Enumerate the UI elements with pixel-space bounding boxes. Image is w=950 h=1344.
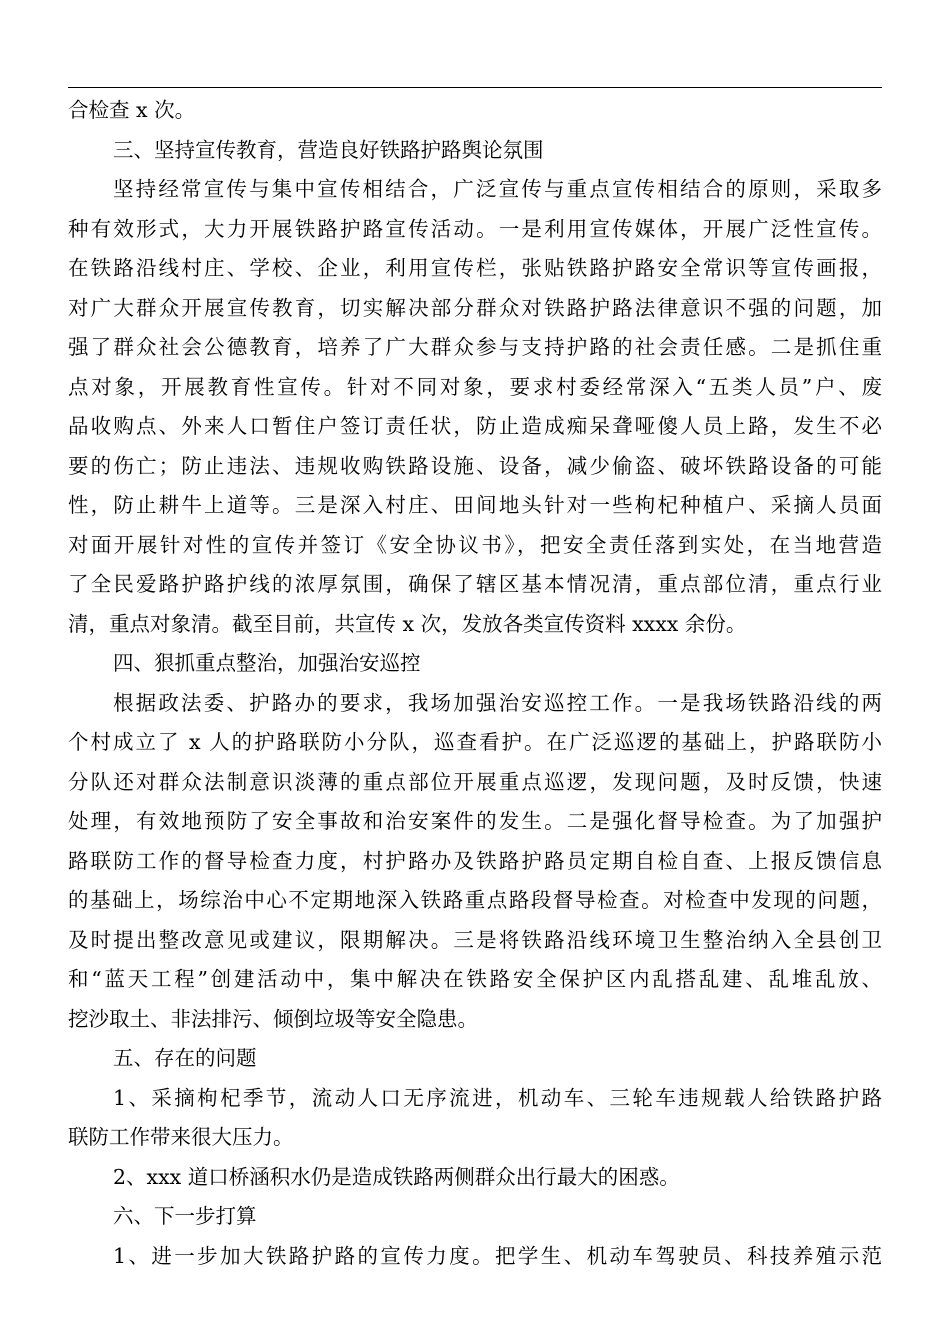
paragraph-line-indented: 四、狠抓重点整治，加强治安巡控 <box>113 651 421 675</box>
paragraph-line: 性，防止耕牛上道等。三是深入村庄、田间地头针对一些枸杞种植户、采摘人员面 <box>68 493 882 517</box>
paragraph-line: 挖沙取土、非法排污、倾倒垃圾等安全隐患。 <box>68 1006 478 1031</box>
paragraph-line: 的基础上，场综治中心不定期地深入铁路重点路段督导检查。对检查中发现的问题， <box>68 888 882 912</box>
paragraph-line-indented: 六、下一步打算 <box>113 1204 257 1228</box>
paragraph-line: 要的伤亡；防止违法、违规收购铁路设施、设备，减少偷盗、破坏铁路设备的可能 <box>68 453 882 478</box>
paragraph-line: 强了群众社会公德教育，培养了广大群众参与支持护路的社会责任感。二是抓住重 <box>68 335 882 359</box>
paragraph-line: 清，重点对象清。截至目前，共宣传 x 次，发放各类宣传资料 xxxx 余份。 <box>68 611 747 636</box>
paragraph-line: 路联防工作的督导检查力度，村护路办及铁路护路员定期自检自查、上报反馈信息 <box>68 848 882 873</box>
paragraph-line: 合检查 x 次。 <box>68 98 196 122</box>
paragraph-line: 了全民爱路护路护线的浓厚氛围，确保了辖区基本情况清，重点部位清，重点行业 <box>68 572 882 596</box>
paragraph-line-indented: 1、采摘枸杞季节，流动人口无序流进，机动车、三轮车违规载人给铁路护路 <box>113 1085 882 1110</box>
paragraph-line: 及时提出整改意见或建议，限期解决。三是将铁路沿线环境卫生整治纳入全县创卫 <box>68 927 882 952</box>
paragraph-line-indented: 1、进一步加大铁路护路的宣传力度。把学生、机动车驾驶员、科技养殖示范 <box>113 1243 882 1268</box>
paragraph-line-indented: 2、xxx 道口桥涵积水仍是造成铁路两侧群众出行最大的困惑。 <box>113 1164 680 1189</box>
paragraph-line: 种有效形式，大力开展铁路护路宣传活动。一是利用宣传媒体，开展广泛性宣传。 <box>68 216 882 241</box>
paragraph-line: 在铁路沿线村庄、学校、企业，利用宣传栏，张贴铁路护路安全常识等宣传画报， <box>68 256 882 280</box>
paragraph-line: 联防工作带来很大压力。 <box>68 1125 294 1149</box>
paragraph-line: 处理，有效地预防了安全事故和治安案件的发生。二是强化督导检查。为了加强护 <box>68 809 882 833</box>
paragraph-line: 和“蓝天工程”创建活动中，集中解决在铁路安全保护区内乱搭乱建、乱堆乱放、 <box>68 967 882 991</box>
header-rule <box>68 87 882 88</box>
paragraph-line-indented: 坚持经常宣传与集中宣传相结合，广泛宣传与重点宣传相结合的原则，采取多 <box>113 177 882 201</box>
paragraph-line-indented: 三、坚持宣传教育，营造良好铁路护路舆论氛围 <box>113 137 544 162</box>
paragraph-line-indented: 五、存在的问题 <box>113 1046 257 1070</box>
document-body <box>68 91 882 1276</box>
paragraph-line: 对广大群众开展宣传教育，切实解决部分群众对铁路护路法律意识不强的问题，加 <box>68 295 882 320</box>
paragraph-line: 品收购点、外来人口暂住户签订责任状，防止造成痴呆聋哑傻人员上路，发生不必 <box>68 414 882 438</box>
paragraph-line-indented: 根据政法委、护路办的要求，我场加强治安巡控工作。一是我场铁路沿线的两 <box>113 690 882 715</box>
paragraph-line: 对面开展针对性的宣传并签订《安全协议书》，把安全责任落到实处，在当地营造 <box>68 532 882 557</box>
paragraph-line: 个村成立了 x 人的护路联防小分队，巡查看护。在广泛巡逻的基础上，护路联防小 <box>68 730 882 754</box>
paragraph-line: 分队还对群众法制意识淡薄的重点部位开展重点巡逻，发现问题，及时反馈，快速 <box>68 769 882 794</box>
paragraph-line: 点对象，开展教育性宣传。针对不同对象，要求村委经常深入“五类人员”户、废 <box>68 374 882 399</box>
